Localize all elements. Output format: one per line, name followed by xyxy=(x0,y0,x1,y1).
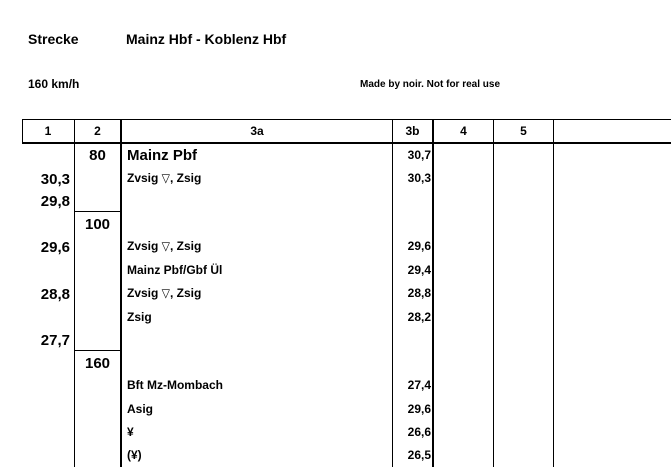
position-value: 27,4 xyxy=(407,378,431,392)
km-marker: 30,3 xyxy=(40,171,70,188)
location-name: Mainz Pbf xyxy=(127,147,197,164)
route-name: Mainz Hbf - Koblenz Hbf xyxy=(126,31,287,47)
max-speed: 160 km/h xyxy=(28,77,80,91)
position-value: 26,6 xyxy=(407,425,431,439)
position-value: 29,6 xyxy=(407,402,431,416)
column-header-1: 1 xyxy=(44,124,52,138)
column-divider-3a-3b xyxy=(392,119,393,467)
signal-entry: Zvsig ▽, Zsig xyxy=(127,239,202,253)
route-label: Strecke xyxy=(28,31,79,47)
column-header-5: 5 xyxy=(520,124,527,138)
column-divider-4-5 xyxy=(493,119,494,467)
signal-entry: Zvsig ▽, Zsig xyxy=(127,171,202,185)
speed-change-rule xyxy=(74,350,121,351)
column-header-2: 2 xyxy=(94,124,101,138)
location-name: Mainz Pbf/Gbf Ül xyxy=(127,263,223,277)
signal-entry: Zvsig ▽, Zsig xyxy=(127,286,202,300)
symbol-entry: (¥) xyxy=(127,448,142,462)
position-value: 30,7 xyxy=(407,148,431,162)
position-value: 28,2 xyxy=(407,310,431,324)
column-header-3b: 3b xyxy=(405,124,420,138)
column-divider-2-3a xyxy=(120,119,122,467)
column-header-4: 4 xyxy=(460,124,467,138)
position-value: 26,5 xyxy=(407,448,431,462)
km-marker: 29,6 xyxy=(40,239,70,256)
location-name: Bft Mz-Mombach xyxy=(127,378,223,392)
column-header-3a: 3a xyxy=(250,124,264,138)
position-value: 30,3 xyxy=(407,171,431,185)
position-value: 28,8 xyxy=(407,286,431,300)
speed-limit: 160 xyxy=(84,355,111,372)
km-marker: 29,8 xyxy=(40,193,70,210)
speed-change-rule xyxy=(74,211,121,212)
speed-limit: 80 xyxy=(89,147,106,164)
column-divider-1-2 xyxy=(74,119,75,467)
speed-limit: 100 xyxy=(84,216,111,233)
position-value: 29,4 xyxy=(407,263,431,277)
symbol-entry: ¥ xyxy=(127,425,134,439)
km-marker: 27,7 xyxy=(40,332,70,349)
position-value: 29,6 xyxy=(407,239,431,253)
signal-entry: Zsig xyxy=(127,310,152,324)
signal-entry: Asig xyxy=(127,402,154,416)
disclaimer-note: Made by noir. Not for real use xyxy=(360,79,501,90)
column-divider-5-end xyxy=(553,119,554,467)
km-marker: 28,8 xyxy=(40,286,70,303)
column-divider-3b-4 xyxy=(432,119,434,467)
